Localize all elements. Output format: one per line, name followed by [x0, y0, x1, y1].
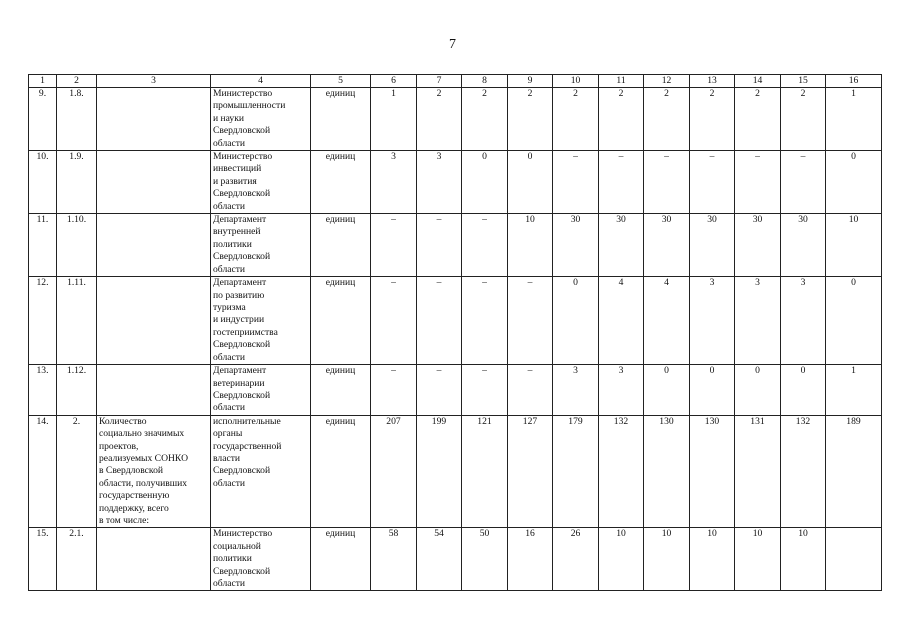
value-cell-text: – — [482, 365, 487, 377]
column-header: 1 — [29, 75, 57, 88]
unit-of-measure — [311, 214, 371, 277]
value-cell — [508, 88, 553, 151]
value-cell — [781, 528, 826, 591]
unit-of-measure-text: единиц — [325, 415, 356, 427]
value-cell-text: 10 — [661, 528, 672, 540]
row-number-text: 15. — [36, 528, 49, 540]
column-header: 13 — [690, 75, 735, 88]
value-cell — [644, 151, 690, 214]
value-cell-text: 3 — [618, 365, 624, 377]
value-cell — [690, 277, 735, 365]
column-header: 7 — [417, 75, 462, 88]
value-cell — [690, 88, 735, 151]
value-cell-text: 2 — [664, 88, 669, 99]
value-cell — [735, 528, 781, 591]
row-number-text: 10. — [36, 151, 49, 163]
value-cell — [826, 528, 882, 591]
value-cell-text: 50 — [479, 528, 490, 540]
column-header: 16 — [826, 75, 882, 88]
value-cell — [781, 88, 826, 151]
value-cell — [599, 214, 644, 277]
value-cell-text: 0 — [527, 151, 533, 163]
value-cell — [781, 277, 826, 365]
value-cell-text: 30 — [707, 214, 717, 226]
value-cell — [462, 214, 508, 277]
unit-of-measure — [311, 151, 371, 214]
value-cell — [553, 528, 599, 591]
indicator-name-text: Количество социально значимых проектов, реализуемых СОНКО в Свердловской области, получивших государственную поддержку, всего в том числе: — [99, 415, 189, 526]
value-cell-text: – — [573, 151, 578, 163]
value-cell-text: – — [800, 151, 806, 163]
column-header: 8 — [462, 75, 508, 88]
value-cell — [417, 415, 462, 528]
value-cell — [826, 88, 882, 151]
value-cell — [826, 151, 882, 214]
row-code — [57, 415, 97, 528]
value-cell-text: – — [391, 214, 396, 226]
unit-of-measure-text: единиц — [325, 88, 356, 99]
unit-of-measure-text: единиц — [325, 214, 356, 226]
row-number — [29, 365, 57, 416]
table-row — [29, 214, 882, 277]
value-cell-text: 2 — [436, 88, 442, 99]
value-cell — [735, 88, 781, 151]
value-cell-text: 2 — [755, 88, 760, 99]
value-cell-text: 2 — [618, 88, 624, 99]
column-header: 2 — [57, 75, 97, 88]
value-cell-text: 0 — [755, 365, 760, 377]
value-cell — [690, 365, 735, 416]
value-cell-text: 1 — [391, 88, 396, 99]
unit-of-measure — [311, 528, 371, 591]
table-header-row — [29, 75, 882, 88]
responsible-organization-text: Министерство промышленности и науки Свердловской области — [213, 88, 286, 149]
responsible-organization-text: Департамент внутренней политики Свердловской области — [213, 214, 271, 275]
value-cell — [599, 277, 644, 365]
indicator-name — [97, 88, 211, 151]
table-row — [29, 151, 882, 214]
value-cell-text: – — [436, 365, 442, 377]
value-cell — [371, 214, 417, 277]
value-cell — [371, 528, 417, 591]
row-number — [29, 528, 57, 591]
row-code-text: 2. — [72, 415, 81, 427]
value-cell-text: 4 — [664, 277, 669, 289]
row-number-text: 12. — [36, 277, 49, 289]
row-number — [29, 214, 57, 277]
value-cell-text: 10 — [752, 528, 763, 540]
unit-of-measure — [311, 365, 371, 416]
unit-of-measure — [311, 415, 371, 528]
value-cell — [826, 415, 882, 528]
value-cell-text: – — [482, 277, 487, 289]
value-cell — [371, 365, 417, 416]
row-number — [29, 277, 57, 365]
responsible-organization-text: Департамент ветеринарии Свердловской области — [213, 365, 271, 414]
indicator-name — [97, 415, 211, 528]
value-cell — [508, 151, 553, 214]
row-number-text: 9. — [38, 88, 47, 99]
value-cell-text: – — [618, 151, 624, 163]
value-cell — [690, 151, 735, 214]
value-cell-text: 189 — [846, 415, 861, 427]
responsible-organization — [211, 415, 311, 528]
row-code — [57, 214, 97, 277]
value-cell-text: 0 — [851, 277, 856, 289]
value-cell — [690, 415, 735, 528]
column-header: 9 — [508, 75, 553, 88]
responsible-organization — [211, 528, 311, 591]
unit-of-measure-text: единиц — [325, 365, 356, 377]
unit-of-measure-text: единиц — [325, 151, 356, 163]
value-cell — [417, 151, 462, 214]
row-code-text: 2.1. — [69, 528, 84, 540]
column-header: 12 — [644, 75, 690, 88]
column-header: 14 — [735, 75, 781, 88]
value-cell-text: 10 — [525, 214, 535, 226]
value-cell-text: 30 — [616, 214, 626, 226]
value-cell-text: – — [755, 151, 760, 163]
value-cell — [644, 277, 690, 365]
value-cell-text: 121 — [477, 415, 492, 427]
column-header: 3 — [97, 75, 211, 88]
row-number — [29, 151, 57, 214]
value-cell-text: 3 — [391, 151, 396, 163]
value-cell-text: 3 — [709, 277, 715, 289]
data-table — [28, 74, 882, 591]
indicator-name — [97, 214, 211, 277]
value-cell-text: 10 — [616, 528, 626, 540]
value-cell-text: 131 — [750, 415, 765, 427]
value-cell — [781, 151, 826, 214]
row-code — [57, 88, 97, 151]
indicator-name — [97, 151, 211, 214]
row-number — [29, 415, 57, 528]
value-cell-text: 58 — [388, 528, 399, 540]
value-cell-text: 199 — [431, 415, 447, 427]
value-cell-text: 207 — [386, 415, 401, 427]
value-cell-text: 2 — [573, 88, 578, 99]
value-cell — [462, 88, 508, 151]
value-cell-text: 3 — [755, 277, 760, 289]
table-row — [29, 415, 882, 528]
value-cell — [644, 528, 690, 591]
value-cell — [735, 151, 781, 214]
indicator-name — [97, 277, 211, 365]
row-number-text: 11. — [36, 214, 49, 226]
value-cell-text: 10 — [848, 214, 859, 226]
value-cell-text: 0 — [664, 365, 669, 377]
value-cell — [462, 365, 508, 416]
value-cell-text: 10 — [798, 528, 808, 540]
column-header: 4 — [211, 75, 311, 88]
value-cell — [826, 365, 882, 416]
value-cell-text: 2 — [527, 88, 533, 99]
value-cell-text: 30 — [798, 214, 808, 226]
value-cell — [781, 214, 826, 277]
value-cell — [735, 365, 781, 416]
value-cell-text: – — [391, 365, 396, 377]
responsible-organization — [211, 151, 311, 214]
value-cell — [781, 365, 826, 416]
value-cell — [735, 214, 781, 277]
unit-of-measure — [311, 277, 371, 365]
value-cell-text: 0 — [851, 151, 856, 163]
value-cell-text: 130 — [704, 415, 720, 427]
value-cell-text: 0 — [800, 365, 806, 377]
value-cell-text: 30 — [752, 214, 763, 226]
value-cell — [371, 415, 417, 528]
responsible-organization — [211, 214, 311, 277]
value-cell — [735, 277, 781, 365]
responsible-organization-text: Министерство инвестиций и развития Свердловской области — [213, 151, 273, 212]
value-cell-text: 130 — [659, 415, 674, 427]
value-cell-text: 54 — [434, 528, 444, 540]
value-cell-text: 30 — [661, 214, 672, 226]
value-cell-text: 3 — [436, 151, 442, 163]
value-cell — [553, 277, 599, 365]
value-cell-text: 179 — [568, 415, 583, 427]
unit-of-measure-text: единиц — [325, 277, 356, 289]
value-cell-text: – — [664, 151, 669, 163]
row-code — [57, 528, 97, 591]
value-cell — [599, 415, 644, 528]
value-cell — [508, 214, 553, 277]
value-cell-text: 16 — [525, 528, 535, 540]
value-cell-text: 3 — [800, 277, 806, 289]
value-cell-text: – — [436, 277, 442, 289]
row-number-text: 13. — [36, 365, 49, 377]
value-cell — [417, 88, 462, 151]
value-cell — [462, 151, 508, 214]
responsible-organization — [211, 88, 311, 151]
value-cell — [371, 277, 417, 365]
value-cell — [644, 88, 690, 151]
indicator-name — [97, 365, 211, 416]
column-header: 6 — [371, 75, 417, 88]
responsible-organization-text: Министерство социальной политики Свердловской области — [213, 528, 273, 589]
value-cell — [826, 214, 882, 277]
value-cell — [371, 88, 417, 151]
value-cell — [553, 415, 599, 528]
value-cell — [417, 365, 462, 416]
value-cell — [508, 415, 553, 528]
value-cell — [644, 415, 690, 528]
value-cell-text: – — [482, 214, 487, 226]
row-code-text: 1.9. — [69, 151, 84, 163]
table-row — [29, 528, 882, 591]
table-row — [29, 88, 882, 151]
row-code-text: 1.10. — [66, 214, 87, 226]
value-cell — [781, 415, 826, 528]
value-cell — [508, 365, 553, 416]
value-cell — [599, 365, 644, 416]
table-row — [29, 277, 882, 365]
value-cell — [644, 214, 690, 277]
value-cell — [417, 528, 462, 591]
value-cell-text: 10 — [707, 528, 717, 540]
value-cell-text: – — [436, 214, 442, 226]
value-cell — [599, 528, 644, 591]
row-code — [57, 277, 97, 365]
value-cell — [553, 88, 599, 151]
value-cell — [508, 528, 553, 591]
value-cell-text: 4 — [618, 277, 624, 289]
column-header: 11 — [599, 75, 644, 88]
table-body — [29, 88, 882, 591]
value-cell — [599, 151, 644, 214]
value-cell — [826, 277, 882, 365]
value-cell-text: 1 — [851, 365, 856, 377]
value-cell-text: 0 — [573, 277, 578, 289]
value-cell — [644, 365, 690, 416]
value-cell — [690, 528, 735, 591]
row-number — [29, 88, 57, 151]
value-cell — [462, 528, 508, 591]
value-cell — [690, 214, 735, 277]
value-cell-text: 0 — [709, 365, 715, 377]
value-cell — [417, 214, 462, 277]
value-cell — [417, 277, 462, 365]
responsible-organization — [211, 277, 311, 365]
value-cell — [553, 214, 599, 277]
value-cell — [553, 365, 599, 416]
value-cell — [599, 88, 644, 151]
value-cell — [371, 151, 417, 214]
responsible-organization — [211, 365, 311, 416]
table-row — [29, 365, 882, 416]
row-number-text: 14. — [36, 415, 49, 427]
value-cell-text: – — [527, 277, 533, 289]
column-header: 10 — [553, 75, 599, 88]
value-cell-text: 1 — [851, 88, 856, 99]
value-cell-text: 2 — [800, 88, 806, 99]
value-cell-text: – — [391, 277, 396, 289]
responsible-organization-text: Департамент по развитию туризма и индустрии гостеприимства Свердловской области — [213, 277, 278, 363]
unit-of-measure-text: единиц — [325, 528, 356, 540]
column-header: 15 — [781, 75, 826, 88]
value-cell-text: 2 — [482, 88, 487, 99]
row-code-text: 1.12. — [66, 365, 87, 377]
page-number: 7 — [449, 37, 456, 52]
value-cell-text: 127 — [522, 415, 538, 427]
value-cell-text: 30 — [570, 214, 581, 226]
value-cell — [508, 277, 553, 365]
row-code-text: 1.8. — [69, 88, 84, 99]
value-cell-text: 26 — [570, 528, 581, 540]
row-code — [57, 365, 97, 416]
value-cell — [553, 151, 599, 214]
responsible-organization-text: исполнительные органы государственной власти Свердловской области — [213, 415, 282, 489]
value-cell — [462, 415, 508, 528]
value-cell — [462, 277, 508, 365]
value-cell — [735, 415, 781, 528]
value-cell-text: 3 — [573, 365, 578, 377]
column-header: 5 — [311, 75, 371, 88]
value-cell-text: – — [709, 151, 715, 163]
row-code-text: 1.11. — [67, 277, 86, 289]
value-cell-text: – — [527, 365, 533, 377]
value-cell-text: 2 — [709, 88, 715, 99]
value-cell-text: 132 — [795, 415, 811, 427]
value-cell-text: 0 — [482, 151, 487, 163]
unit-of-measure — [311, 88, 371, 151]
value-cell-text: 132 — [613, 415, 629, 427]
row-code — [57, 151, 97, 214]
indicator-name — [97, 528, 211, 591]
